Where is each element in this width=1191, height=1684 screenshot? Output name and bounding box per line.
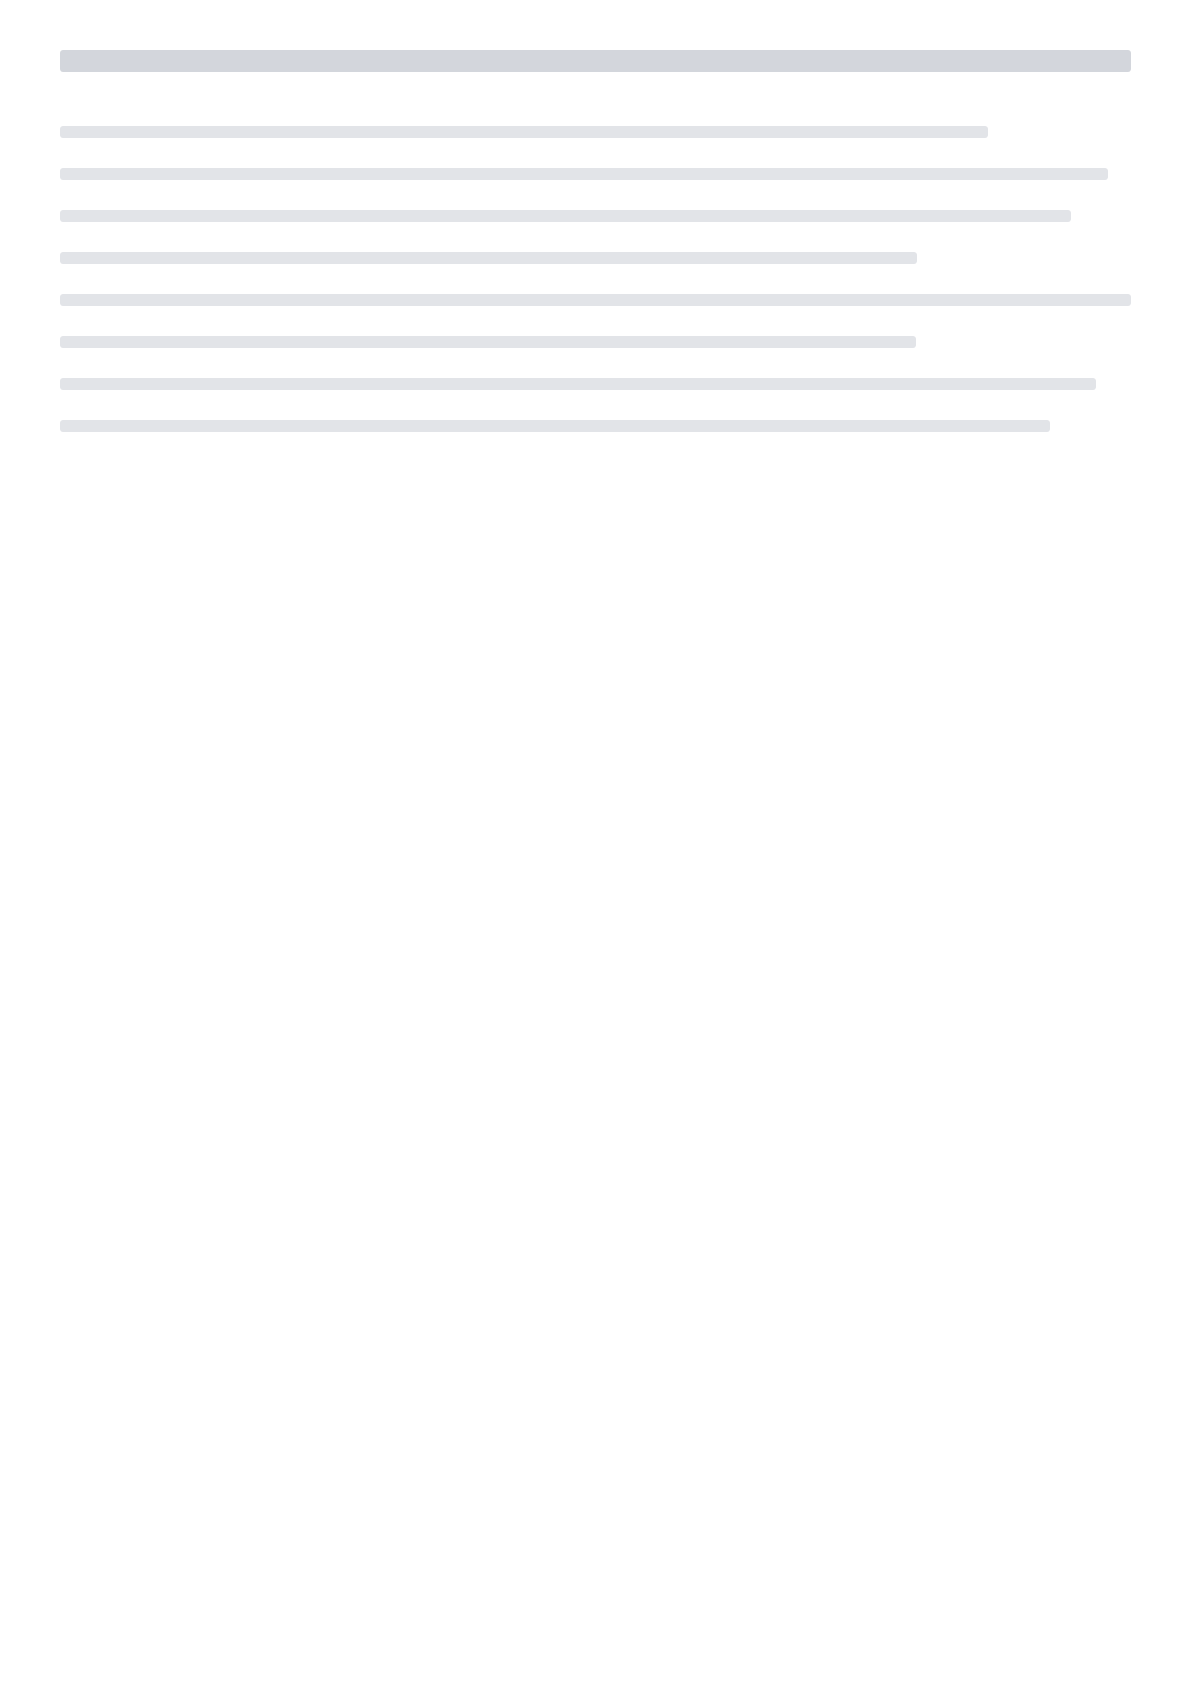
header-placeholder (60, 50, 1131, 72)
content-placeholder-4 (60, 252, 917, 264)
content-placeholder-1 (60, 126, 988, 138)
content-placeholder-7 (60, 378, 1096, 390)
content-placeholder-8 (60, 420, 1050, 432)
content-placeholder-3 (60, 210, 1071, 222)
content-placeholder-5 (60, 294, 1131, 306)
content-placeholder-2 (60, 168, 1108, 180)
content-placeholder-6 (60, 336, 916, 348)
